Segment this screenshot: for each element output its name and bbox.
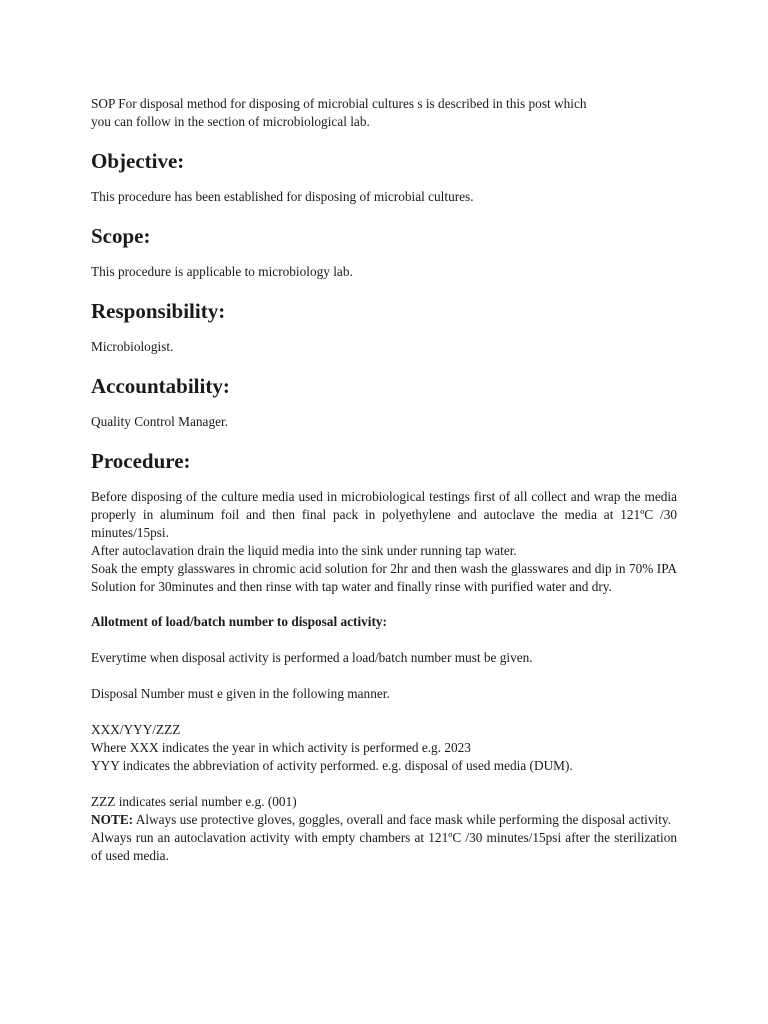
note-paragraph: [91, 811, 677, 829]
format-xxx: Where XXX indicates the year in which activity is performed e.g. 2023: [91, 740, 471, 755]
accountability-heading: Accountability:: [91, 374, 230, 398]
responsibility-text: Microbiologist.: [91, 339, 174, 354]
format-yyy: YYY indicates the abbreviation of activity performed. e.g. disposal of used media (DUM).: [91, 758, 573, 773]
responsibility-heading: Responsibility:: [91, 299, 226, 323]
intro-paragraph: [91, 95, 677, 131]
format-block: [91, 721, 677, 775]
objective-text: This procedure has been established for disposing of microbial cultures.: [91, 189, 474, 204]
procedure-paragraph-2: After autoclavation drain the liquid media into the sink under running tap water.: [91, 543, 517, 558]
intro-line-1: SOP For disposal method for disposing of microbial cultures s is described in this post which: [91, 96, 587, 111]
accountability-text: Quality Control Manager.: [91, 414, 229, 429]
allotment-text-1: Everytime when disposal activity is performed a load/batch number must be given.: [91, 650, 533, 665]
procedure-paragraph-3: Soak the empty glasswares in chromic acid solution for 2hr and then wash the glasswares and dip in 70% IPA Solution for 30minutes and then rinse with tap water and finally rinse with purified water and dry.: [91, 561, 677, 594]
procedure-heading: Procedure:: [91, 449, 191, 473]
intro-line-2: you can follow in the section of microbiological lab.: [91, 114, 370, 129]
allotment-heading: Allotment of load/batch number to disposal activity:: [91, 614, 387, 629]
scope-text: This procedure is applicable to microbiology lab.: [91, 264, 353, 279]
allotment-text-2: Disposal Number must e given in the following manner.: [91, 686, 390, 701]
format-pattern: XXX/YYY/ZZZ: [91, 722, 181, 737]
document-body: [91, 95, 677, 865]
note-label: NOTE:: [91, 812, 134, 827]
note-text: Always use protective gloves, goggles, overall and face mask while performing the disposal activity.: [133, 812, 672, 827]
procedure-paragraph-1: Before disposing of the culture media used in microbiological testings first of all collect and wrap the media properly in aluminum foil and then final pack in polyethylene and autoclave the media at 121ºC /30 minutes/15psi.: [91, 489, 677, 540]
final-paragraph: Always run an autoclavation activity with empty chambers at 121ºC /30 minutes/15psi after the sterilization of used media.: [91, 830, 677, 863]
format-zzz: ZZZ indicates serial number e.g. (001): [91, 794, 297, 809]
scope-heading: Scope:: [91, 224, 151, 248]
objective-heading: Objective:: [91, 149, 185, 173]
